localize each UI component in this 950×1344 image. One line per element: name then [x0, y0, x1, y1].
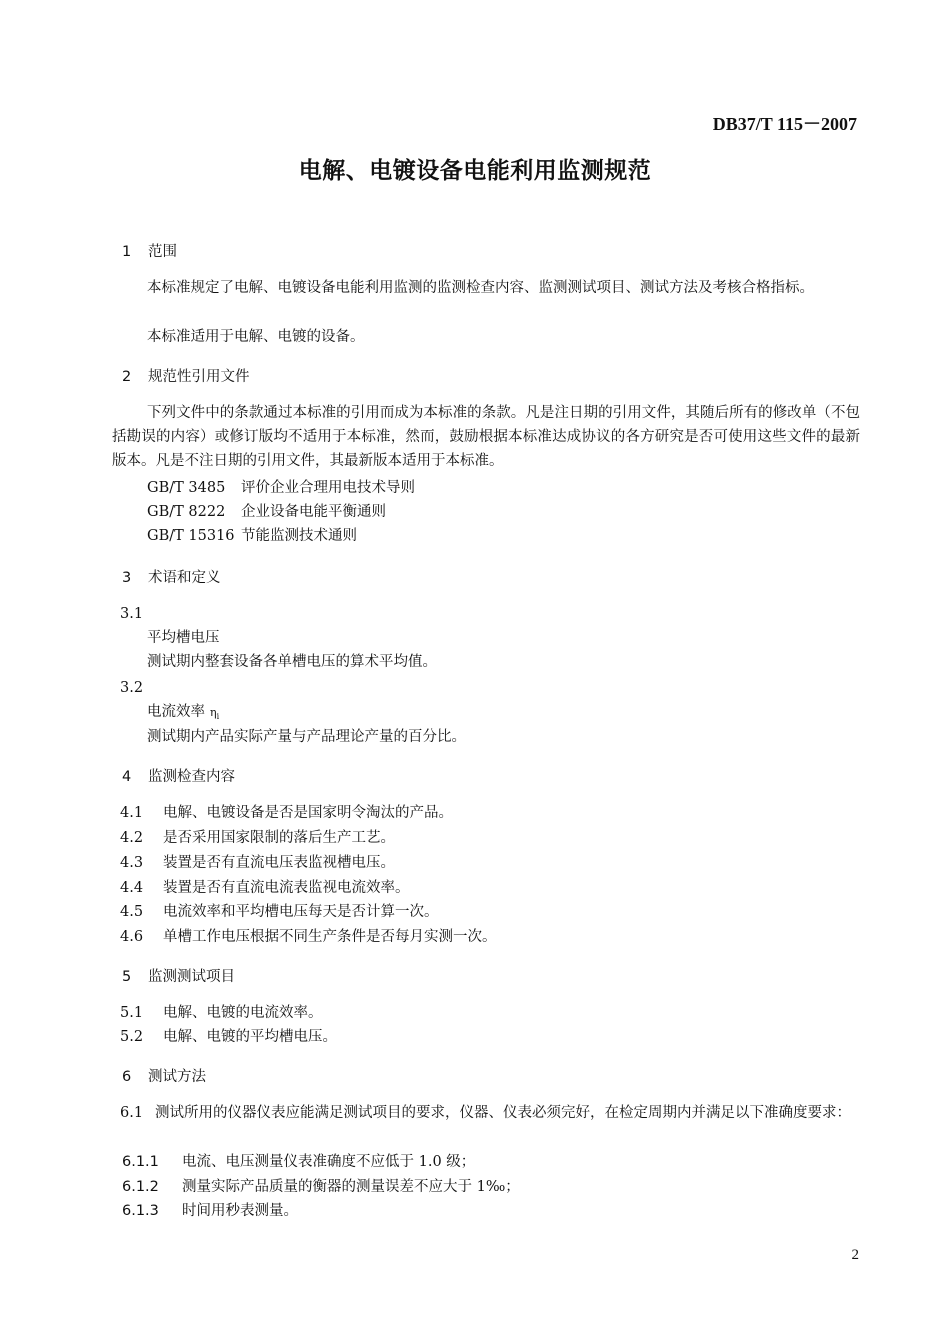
list-item: 6.1.2 测量实际产品质量的衡器的测量误差不应大于 1‰； [122, 1179, 520, 1195]
section-number: 1 [122, 244, 132, 260]
page-number: 2 [851, 1247, 859, 1263]
list-item: 4.6 单槽工作电压根据不同生产条件是否每月实测一次。 [120, 929, 497, 945]
term-definition: 测试期内整套设备各单槽电压的算术平均值。 [147, 654, 437, 670]
section-number: 2 [122, 369, 132, 385]
term-name: 电流效率 [147, 704, 205, 720]
reference-item [147, 500, 386, 524]
list-item: 6.1.3 时间用秒表测量。 [122, 1203, 298, 1219]
section-title: 监测测试项目 [148, 969, 235, 985]
section-4-heading [122, 765, 235, 786]
list-item: 4.3 装置是否有直流电压表监视槽电压。 [120, 855, 395, 871]
reference-code: GB/T 3485 [147, 480, 226, 496]
list-item: 4.5 电流效率和平均槽电压每天是否计算一次。 [120, 904, 439, 920]
reference-title: 评价企业合理用电技术导则 [241, 480, 415, 496]
section-1-heading [122, 240, 177, 261]
standard-code: DB37/T 115－2007 [712, 114, 857, 134]
section-number: 5 [122, 969, 132, 985]
reference-item [147, 524, 357, 548]
section-title: 术语和定义 [148, 570, 221, 586]
section-title: 规范性引用文件 [148, 369, 250, 385]
normative-references-paragraph: 下列文件中的条款通过本标准的引用而成为本标准的条款。凡是注日期的引用文件，其随后所有的修改单（不包括勘误的内容）或修订版均不适用于本标准，然而，鼓励根据本标准达成协议的各方研究是否可使用这些文件的最新版本。凡是不注日期的引用文件，其最新版本适用于本标准。 [112, 405, 860, 469]
section-6-heading [122, 1065, 206, 1086]
term-definition: 测试期内产品实际产量与产品理论产量的百分比。 [147, 729, 466, 745]
list-item: 5.1 电解、电镀的电流效率。 [120, 1005, 323, 1021]
section-title: 范围 [148, 244, 177, 260]
section-number: 6 [122, 1069, 132, 1085]
scope-paragraph: 本标准规定了电解、电镀设备电能利用监测的监测检查内容、监测测试项目、测试方法及考核合格指标。 [147, 280, 814, 296]
section-3-heading [122, 566, 221, 587]
clause-text: 测试所用的仪器仪表应能满足测试项目的要求，仪器、仪表必须完好，在检定周期内并满足以下准确度要求： [155, 1105, 851, 1121]
reference-title: 节能监测技术通则 [241, 528, 357, 544]
document-title: 电解、电镀设备电能利用监测规范 [298, 158, 652, 184]
reference-code: GB/T 8222 [147, 504, 226, 520]
clause-6-1 [112, 1101, 860, 1125]
clause-number: 6.1 [120, 1105, 144, 1121]
section-number: 4 [122, 769, 132, 785]
term-number: 3.1 [120, 606, 144, 622]
term-name: 平均槽电压 [147, 630, 220, 646]
reference-title: 企业设备电能平衡通则 [241, 504, 386, 520]
reference-code: GB/T 15316 [147, 528, 235, 544]
scope-applicability: 本标准适用于电解、电镀的设备。 [147, 329, 365, 345]
section-title: 测试方法 [148, 1069, 206, 1085]
section-2-heading [122, 365, 250, 386]
list-item: 6.1.1 电流、电压测量仪表准确度不应低于 1.0 级； [122, 1154, 476, 1170]
section-title: 监测检查内容 [148, 769, 235, 785]
term-number: 3.2 [120, 680, 144, 696]
reference-item [147, 476, 415, 500]
list-item: 4.4 装置是否有直流电流表监视电流效率。 [120, 880, 410, 896]
list-item: 4.2 是否采用国家限制的落后生产工艺。 [120, 830, 395, 846]
list-item: 5.2 电解、电镀的平均槽电压。 [120, 1029, 337, 1045]
section-number: 3 [122, 570, 132, 586]
eta-symbol: $\eta_i$ [210, 706, 220, 722]
section-5-heading [122, 965, 235, 986]
list-item: 4.1 电解、电镀设备是否是国家明令淘汰的产品。 [120, 805, 453, 821]
